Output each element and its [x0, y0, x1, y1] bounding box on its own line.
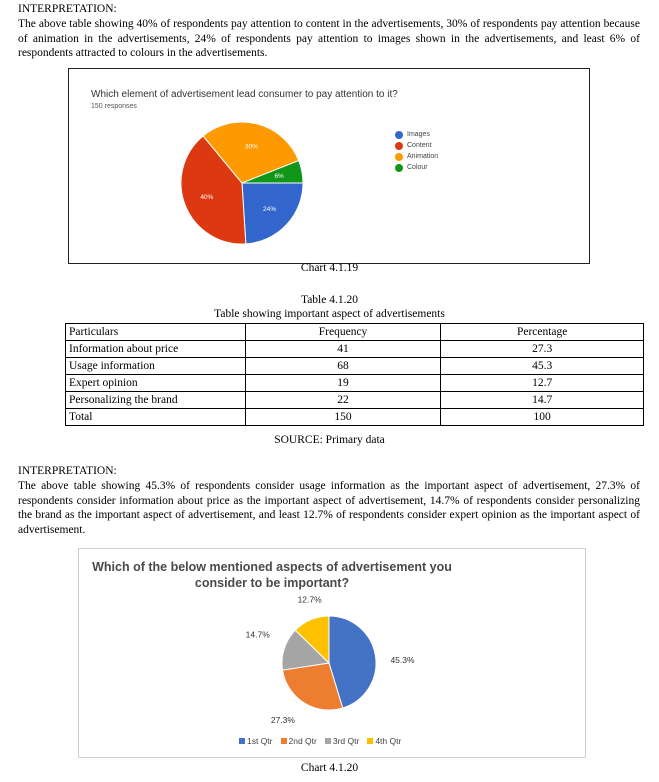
data-label-content: 40%: [200, 194, 214, 202]
chart1-subtitle: 150 responses: [91, 103, 137, 110]
chart2-legend: [239, 736, 401, 746]
data-label-2nd-qtr: 27.3%: [270, 714, 295, 725]
legend-item-colour: [395, 162, 438, 173]
row-percentage: 12.7: [441, 375, 644, 392]
row-particular: Personalizing the brand: [66, 392, 246, 409]
row-frequency: 150: [245, 409, 441, 426]
legend-label: 2nd Qtr: [288, 736, 317, 746]
data-label-animation: 30%: [244, 143, 258, 151]
legend-swatch: [395, 142, 403, 150]
chart1-svg: [69, 69, 589, 263]
legend-label: Animation: [407, 153, 439, 160]
row-percentage: 14.7: [441, 392, 644, 409]
legend-label: 3rd Qtr: [332, 736, 360, 746]
table-total-row: [66, 409, 644, 426]
chart2-title: Which of the below mentioned aspects of advertisement you consider to be important?: [92, 560, 452, 590]
row-frequency: 19: [245, 375, 441, 392]
legend-swatch: [395, 153, 403, 161]
legend-swatch: [281, 738, 287, 744]
legend-swatch: [395, 164, 403, 172]
data-label-images: 24%: [263, 206, 277, 214]
legend-item-content: [395, 140, 438, 151]
legend-item-animation: [395, 151, 438, 162]
row-percentage: 45.3: [441, 358, 644, 375]
aspects-table: [65, 323, 644, 426]
chart2-svg: [79, 549, 585, 757]
chart1-title: Which element of advertisement lead consumer to pay attention to it?: [91, 89, 398, 100]
legend-swatch: [367, 738, 373, 744]
data-label-1st-qtr: 45.3%: [390, 655, 415, 666]
legend-label: Content: [407, 142, 432, 149]
legend-swatch: [239, 738, 245, 744]
header-percentage: Percentage: [441, 324, 644, 341]
row-frequency: 22: [245, 392, 441, 409]
attention-pie-chart: [68, 68, 590, 264]
row-percentage: 27.3: [441, 341, 644, 358]
data-label-3rd-qtr: 14.7%: [245, 629, 270, 640]
table-row: [66, 358, 644, 375]
legend-swatch: [325, 738, 331, 744]
interpretation-heading-1: INTERPRETATION:: [18, 3, 117, 15]
chart2-caption: Chart 4.1.20: [300, 762, 359, 774]
table-source: SOURCE: Primary data: [274, 434, 385, 446]
legend-label: 4th Qtr: [375, 736, 402, 746]
table-row: [66, 341, 644, 358]
table-title-number: Table 4.1.20: [300, 294, 358, 306]
row-percentage: 100: [441, 409, 644, 426]
table-row: [66, 392, 644, 409]
row-particular: Total: [66, 409, 246, 426]
row-frequency: 41: [245, 341, 441, 358]
header-frequency: Frequency: [245, 324, 441, 341]
data-label-4th-qtr: 12.7%: [297, 594, 322, 605]
header-particulars: Particulars: [66, 324, 246, 341]
table-title: Table showing important aspect of advertisements: [214, 308, 445, 320]
legend-item-images: [395, 129, 438, 140]
chart1-caption: Chart 4.1.19: [300, 262, 359, 274]
legend-item-4th-qtr: [367, 736, 401, 746]
legend-item-3rd-qtr: [325, 736, 359, 746]
interpretation-paragraph-2: The above table showing 45.3% of respondents consider usage information as the important aspect of advertisement, 27.3% of respondents consider information about price as the important aspect of advertisement, 14.7% of respondents consider personalizing the brand as the important aspect of advertisement, and least 12.7% of respondents consider expert opinion as the important aspect of advertisement.: [18, 480, 640, 536]
pie-slice-images: [242, 183, 303, 244]
legend-item-1st-qtr: [239, 736, 273, 746]
legend-swatch: [395, 131, 403, 139]
legend-item-2nd-qtr: [281, 736, 317, 746]
data-label-colour: 6%: [274, 173, 284, 181]
row-frequency: 68: [245, 358, 441, 375]
row-particular: Information about price: [66, 341, 246, 358]
table-header-row: [66, 324, 644, 341]
row-particular: Usage information: [66, 358, 246, 375]
legend-label: Images: [407, 131, 430, 138]
interpretation-paragraph-1: The above table showing 40% of respondents pay attention to content in the advertisements, 30% of respondents pay attention because of animation in the advertisements, 24% of respondents pay attention to images shown in the advertisements, and least 6% of respondents attracted to colours in the advertisements.: [18, 18, 640, 59]
row-particular: Expert opinion: [66, 375, 246, 392]
interpretation-heading-2: INTERPRETATION:: [18, 465, 117, 477]
legend-label: 1st Qtr: [247, 736, 273, 746]
legend-label: Colour: [407, 164, 428, 171]
chart1-legend: [395, 129, 438, 173]
table-row: [66, 375, 644, 392]
important-aspects-pie-chart: [78, 548, 586, 758]
